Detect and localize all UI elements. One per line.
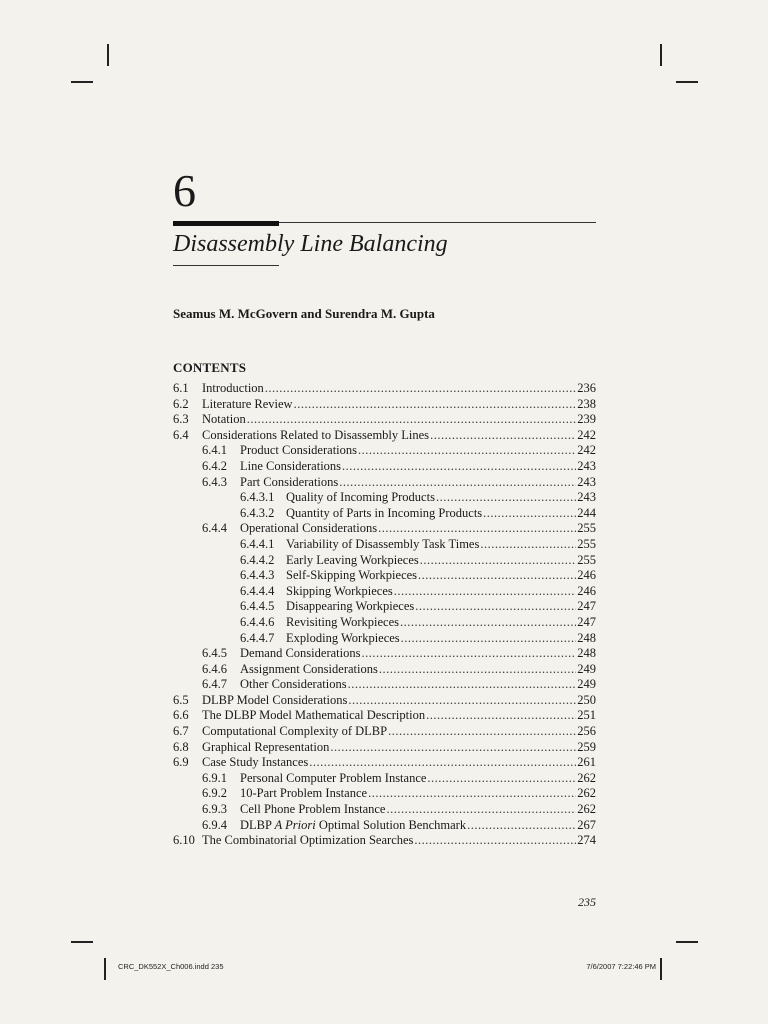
toc-entry-line: [286, 553, 596, 569]
toc-entry-number: 6.4.2: [202, 458, 227, 473]
crop-mark-top-left: [107, 44, 109, 66]
toc-entry: [173, 584, 596, 600]
toc-entry-line: [240, 802, 596, 818]
toc-entry-line: [286, 568, 596, 584]
toc-entry: [173, 662, 596, 678]
toc-leader-dots: [420, 553, 577, 569]
toc-entry-page: 262: [577, 770, 596, 785]
toc-entry-page: 256: [577, 724, 596, 739]
toc-leader-dots: [378, 521, 576, 537]
toc-entry-page: 242: [577, 427, 596, 442]
toc-entry-number: 6.4.4.5: [240, 599, 275, 614]
toc-entry-number: 6.3: [173, 412, 189, 427]
toc-entry-number: 6.8: [173, 739, 189, 754]
toc-entry-page: 274: [577, 833, 596, 848]
crop-mark-bottom-right-h: [676, 941, 698, 943]
toc-entry-line: [202, 381, 596, 397]
toc-entry-page: 249: [577, 677, 596, 692]
toc-entry-page: 255: [577, 552, 596, 567]
toc-entry-number: 6.9.2: [202, 786, 227, 801]
toc-entry-line: [202, 708, 596, 724]
chapter-authors: Seamus M. McGovern and Surendra M. Gupta: [173, 306, 435, 321]
toc-entry: [173, 443, 596, 459]
toc-entry-title: Assignment Considerations: [240, 661, 378, 676]
toc-entry-number: 6.4.3.2: [240, 505, 275, 520]
toc-entry-page: 243: [577, 458, 596, 473]
toc-entry-page: 243: [577, 490, 596, 505]
toc-entry-title: Revisiting Workpieces: [286, 614, 399, 629]
toc-entry-number: 6.4.4: [202, 521, 227, 536]
crop-mark-bottom-left-h: [71, 941, 93, 943]
chapter-number: 6: [173, 165, 196, 216]
toc-leader-dots: [427, 771, 576, 787]
toc-entry: [173, 490, 596, 506]
toc-entry-title: Quantity of Parts in Incoming Products: [286, 505, 483, 520]
toc-leader-dots: [480, 537, 576, 553]
toc-entry-number: 6.9: [173, 755, 189, 770]
toc-entry: [173, 553, 596, 569]
toc-leader-dots: [414, 833, 576, 849]
toc-entry-page: 247: [577, 614, 596, 629]
toc-entry-page: 246: [577, 568, 596, 583]
toc-entry-line: [240, 646, 596, 662]
toc-entry-title: Cell Phone Problem Instance: [240, 802, 386, 817]
toc-leader-dots: [418, 568, 576, 584]
toc-entry-title: Line Considerations: [240, 458, 342, 473]
toc-entry-page: 255: [577, 536, 596, 551]
toc-entry-title: Disappearing Workpieces: [286, 599, 415, 614]
toc-entry-line: [202, 693, 596, 709]
toc-entry-number: 6.4.5: [202, 646, 227, 661]
table-of-contents: [173, 381, 596, 849]
toc-entry: [173, 537, 596, 553]
toc-entry: [173, 475, 596, 491]
toc-leader-dots: [265, 381, 576, 397]
toc-entry-page: 255: [577, 521, 596, 536]
toc-entry-line: [286, 537, 596, 553]
toc-entry-number: 6.9.1: [202, 770, 227, 785]
toc-entry-number: 6.4: [173, 427, 189, 442]
toc-leader-dots: [401, 631, 577, 647]
toc-entry-line: [202, 833, 596, 849]
toc-entry: [173, 724, 596, 740]
toc-entry-page: 250: [577, 692, 596, 707]
toc-leader-dots: [483, 506, 576, 522]
toc-entry-line: [202, 740, 596, 756]
toc-leader-dots: [247, 412, 577, 428]
toc-entry: [173, 646, 596, 662]
toc-entry-title: Graphical Representation: [202, 739, 330, 754]
print-slug-timestamp: 7/6/2007 7:22:46 PM: [586, 962, 656, 971]
contents-heading: CONTENTS: [173, 360, 247, 375]
toc-entry-page: 243: [577, 474, 596, 489]
toc-entry-number: 6.1: [173, 381, 189, 395]
toc-leader-dots: [386, 802, 576, 818]
toc-entry-number: 6.9.3: [202, 802, 227, 817]
toc-leader-dots: [330, 740, 576, 756]
toc-entry-number: 6.9.4: [202, 817, 227, 832]
toc-leader-dots: [361, 646, 576, 662]
toc-entry-page: 236: [577, 381, 596, 395]
toc-leader-dots: [348, 693, 576, 709]
toc-entry: [173, 412, 596, 428]
toc-entry: [173, 708, 596, 724]
toc-entry-title: Computational Complexity of DLBP: [202, 724, 388, 739]
toc-entry-number: 6.4.4.2: [240, 552, 275, 567]
toc-entry-page: 249: [577, 661, 596, 676]
toc-entry-line: [286, 584, 596, 600]
toc-entry-title: Early Leaving Workpieces: [286, 552, 419, 567]
toc-leader-dots: [342, 459, 576, 475]
title-underline: [173, 265, 279, 266]
toc-leader-dots: [400, 615, 576, 631]
toc-entry: [173, 459, 596, 475]
toc-leader-dots: [309, 755, 576, 771]
toc-entry-line: [286, 599, 596, 615]
toc-entry-number: 6.4.7: [202, 677, 227, 692]
toc-leader-dots: [348, 677, 577, 693]
toc-entry-line: [202, 428, 596, 444]
toc-entry-title: Case Study Instances: [202, 755, 309, 770]
toc-entry: [173, 818, 596, 834]
toc-entry-title: Product Considerations: [240, 443, 358, 458]
toc-entry-title: The Combinatorial Optimization Searches: [202, 833, 414, 848]
toc-entry-number: 6.10: [173, 833, 195, 848]
toc-leader-dots: [339, 475, 576, 491]
toc-entry-line: [240, 459, 596, 475]
toc-entry-title: DLBP Model Considerations: [202, 692, 348, 707]
toc-entry-number: 6.2: [173, 396, 189, 411]
chapter-title: Disassembly Line Balancing: [173, 231, 448, 257]
toc-entry: [173, 771, 596, 787]
toc-entry-page: 248: [577, 646, 596, 661]
toc-entry-line: [240, 786, 596, 802]
toc-entry-line: [240, 677, 596, 693]
crop-mark-top-right-h: [676, 81, 698, 83]
toc-entry-title: Other Considerations: [240, 677, 347, 692]
toc-entry-title: The DLBP Model Mathematical Description: [202, 708, 426, 723]
toc-entry-line: [202, 724, 596, 740]
toc-entry-title: Exploding Workpieces: [286, 630, 400, 645]
toc-entry: [173, 693, 596, 709]
toc-entry: [173, 506, 596, 522]
toc-entry-number: 6.7: [173, 724, 189, 739]
toc-entry-number: 6.4.4.7: [240, 630, 275, 645]
toc-entry-page: 242: [577, 443, 596, 458]
toc-entry-page: 239: [577, 412, 596, 427]
toc-leader-dots: [388, 724, 576, 740]
chapter-rule-thick: [173, 221, 279, 226]
crop-mark-top-left-h: [71, 81, 93, 83]
toc-entry: [173, 397, 596, 413]
toc-entry-title: Skipping Workpieces: [286, 583, 393, 598]
toc-leader-dots: [394, 584, 577, 600]
toc-entry: [173, 615, 596, 631]
toc-entry-page: 244: [577, 505, 596, 520]
toc-entry-number: 6.4.1: [202, 443, 227, 458]
toc-entry-line: [202, 412, 596, 428]
toc-entry-title: Introduction: [202, 381, 264, 395]
toc-entry-title: Quality of Incoming Products: [286, 490, 435, 505]
toc-entry-page: 251: [577, 708, 596, 723]
toc-leader-dots: [426, 708, 576, 724]
crop-mark-top-right: [660, 44, 662, 66]
toc-leader-dots: [430, 428, 576, 444]
toc-entry-title: Considerations Related to Disassembly Lines: [202, 427, 430, 442]
toc-entry-title: DLBP A Priori Optimal Solution Benchmark: [240, 817, 467, 832]
toc-entry: [173, 381, 596, 397]
toc-entry-line: [286, 631, 596, 647]
toc-entry-title: Demand Considerations: [240, 646, 361, 661]
toc-entry-line: [286, 506, 596, 522]
toc-entry-title: Literature Review: [202, 396, 293, 411]
toc-entry-number: 6.4.3: [202, 474, 227, 489]
toc-entry-number: 6.4.3.1: [240, 490, 275, 505]
toc-entry-page: 259: [577, 739, 596, 754]
toc-entry-page: 247: [577, 599, 596, 614]
toc-entry-line: [202, 397, 596, 413]
toc-entry-number: 6.6: [173, 708, 189, 723]
page-number: 235: [578, 895, 596, 909]
toc-entry-title: Personal Computer Problem Instance: [240, 770, 427, 785]
toc-entry-page: 262: [577, 786, 596, 801]
chapter-rule-thin: [279, 222, 596, 223]
toc-entry: [173, 428, 596, 444]
toc-entry-title: Operational Considerations: [240, 521, 378, 536]
toc-entry-number: 6.4.6: [202, 661, 227, 676]
toc-entry-number: 6.4.4.1: [240, 536, 275, 551]
toc-entry-page: 248: [577, 630, 596, 645]
toc-entry-line: [240, 521, 596, 537]
toc-entry-title: 10-Part Problem Instance: [240, 786, 368, 801]
toc-entry-line: [240, 443, 596, 459]
toc-entry: [173, 521, 596, 537]
toc-leader-dots: [368, 786, 576, 802]
toc-entry-title: Part Considerations: [240, 474, 339, 489]
toc-entry-title: Self-Skipping Workpieces: [286, 568, 418, 583]
toc-entry-number: 6.4.4.3: [240, 568, 275, 583]
crop-mark-bottom-right: [660, 958, 662, 980]
toc-entry-line: [240, 771, 596, 787]
toc-entry: [173, 677, 596, 693]
toc-entry: [173, 802, 596, 818]
toc-entry-page: 238: [577, 396, 596, 411]
toc-leader-dots: [294, 397, 577, 413]
toc-leader-dots: [379, 662, 576, 678]
toc-entry: [173, 599, 596, 615]
toc-entry-line: [240, 818, 596, 834]
toc-leader-dots: [467, 818, 576, 834]
toc-entry-line: [286, 615, 596, 631]
toc-entry: [173, 786, 596, 802]
toc-entry: [173, 740, 596, 756]
toc-entry: [173, 631, 596, 647]
toc-entry: [173, 755, 596, 771]
toc-entry-title: Variability of Disassembly Task Times: [286, 536, 480, 551]
toc-leader-dots: [358, 443, 576, 459]
toc-entry-line: [286, 490, 596, 506]
toc-entry-number: 6.5: [173, 692, 189, 707]
toc-entry: [173, 568, 596, 584]
toc-entry-line: [240, 662, 596, 678]
toc-entry: [173, 833, 596, 849]
toc-entry-line: [202, 755, 596, 771]
toc-leader-dots: [415, 599, 576, 615]
toc-leader-dots: [436, 490, 576, 506]
toc-entry-line: [240, 475, 596, 491]
toc-entry-page: 246: [577, 583, 596, 598]
toc-entry-title: Notation: [202, 412, 246, 427]
toc-entry-page: 261: [577, 755, 596, 770]
print-slug-file: CRC_DK552X_Ch006.indd 235: [118, 962, 224, 971]
toc-entry-page: 262: [577, 802, 596, 817]
toc-entry-number: 6.4.4.4: [240, 583, 275, 598]
crop-mark-bottom-left: [104, 958, 106, 980]
toc-entry-page: 267: [577, 817, 596, 832]
toc-entry-number: 6.4.4.6: [240, 614, 275, 629]
